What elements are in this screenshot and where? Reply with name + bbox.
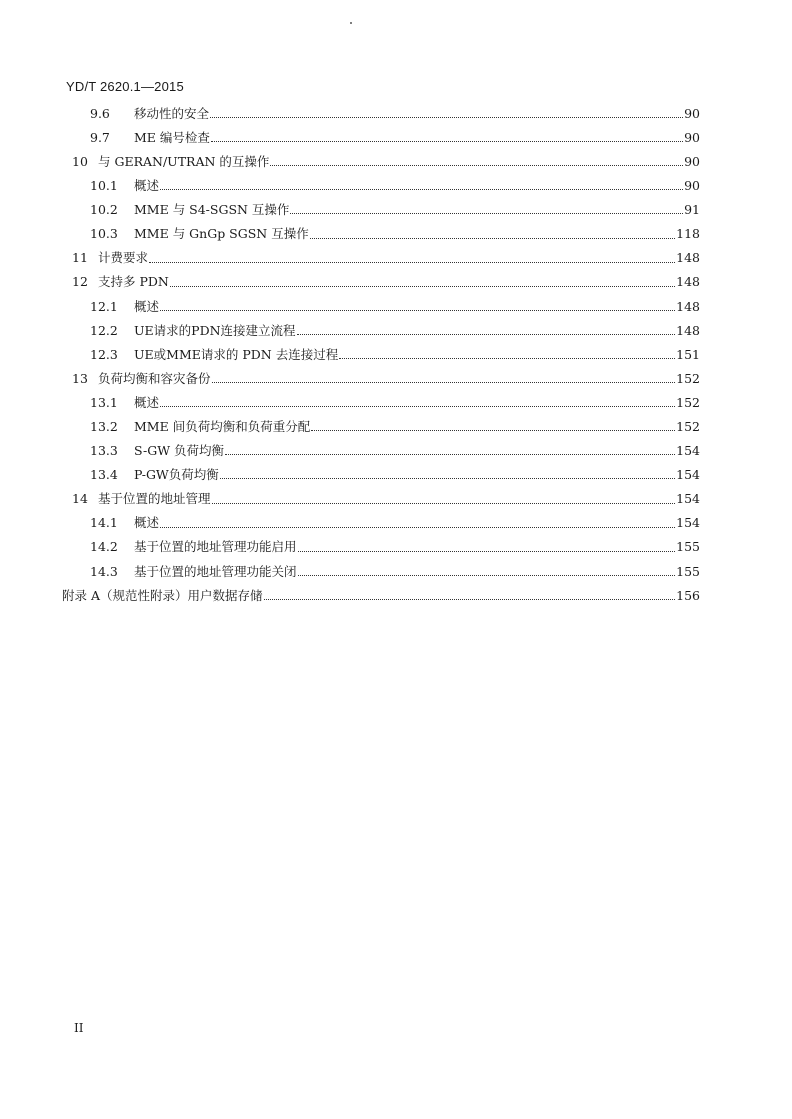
toc-entry-11[interactable] — [72, 247, 700, 271]
dot-leader — [160, 526, 675, 528]
toc-entry-number: 14.3 — [90, 563, 118, 579]
document-code: YD/T 2620.1—2015 — [66, 79, 184, 94]
toc-entry-page: 154 — [676, 515, 700, 531]
dot-leader — [211, 140, 683, 142]
toc-entry-12-3[interactable] — [72, 343, 700, 367]
toc-entry-12-2[interactable] — [72, 319, 700, 343]
toc-entry-page: 90 — [684, 129, 700, 145]
toc-entry-title: ME 编号检查 — [134, 129, 210, 145]
toc-entry-appendix-a[interactable] — [62, 584, 700, 608]
toc-entry-number: 14.2 — [90, 539, 118, 555]
dot-leader — [298, 574, 676, 576]
toc-entry-title: 概述 — [134, 515, 160, 531]
toc-entry-13-1[interactable] — [72, 391, 700, 415]
toc-entry-title: UE或MME请求的 PDN 去连接过程 — [134, 346, 339, 362]
toc-entry-13[interactable] — [72, 367, 700, 391]
toc-entry-page: 154 — [676, 443, 700, 459]
dot-leader — [212, 502, 676, 504]
dot-leader — [297, 333, 676, 335]
toc-entry-title: MME 间负荷均衡和负荷重分配 — [134, 419, 311, 435]
toc-entry-number: 10 — [72, 153, 88, 169]
dot-leader — [160, 188, 683, 190]
dot-leader — [212, 381, 676, 383]
toc-entry-page: 154 — [676, 491, 700, 507]
toc-entry-number: 9.7 — [90, 129, 110, 145]
toc-entry-title: 基于位置的地址管理 — [98, 491, 211, 507]
toc-entry-number: 14.1 — [90, 515, 118, 531]
scan-speck — [350, 22, 352, 24]
toc-entry-title: 计费要求 — [98, 250, 149, 266]
toc-entry-title: 概述 — [134, 178, 160, 194]
toc-entry-title: 负荷均衡和容灾备份 — [98, 370, 211, 386]
toc-entry-10-1[interactable] — [72, 174, 700, 198]
toc-entry-page: 90 — [684, 178, 700, 194]
toc-entry-number: 13.1 — [90, 394, 118, 410]
toc-entry-title: 概述 — [134, 394, 160, 410]
toc-entry-page: 90 — [684, 105, 700, 121]
toc-entry-title: 支持多 PDN — [98, 274, 169, 290]
toc-entry-14-2[interactable] — [72, 536, 700, 560]
toc-entry-number: 10.3 — [90, 226, 118, 242]
toc-entry-number: 13 — [72, 370, 88, 386]
dot-leader — [149, 261, 675, 263]
toc-entry-14-1[interactable] — [72, 512, 700, 536]
dot-leader — [264, 598, 676, 600]
toc-entry-title: MME 与 S4-SGSN 互操作 — [134, 202, 290, 218]
dot-leader — [310, 237, 675, 239]
toc-entry-9-6[interactable] — [72, 102, 700, 126]
toc-entry-number: 12.2 — [90, 322, 118, 338]
toc-entry-page: 154 — [676, 467, 700, 483]
toc-entry-number: 12.3 — [90, 346, 118, 362]
toc-entry-13-4[interactable] — [72, 463, 700, 487]
toc-entry-14-3[interactable] — [72, 560, 700, 584]
toc-entry-page: 152 — [676, 419, 700, 435]
toc-entry-page: 90 — [684, 153, 700, 169]
toc-entry-page: 148 — [676, 250, 700, 266]
toc-entry-title: UE请求的PDN连接建立流程 — [134, 322, 296, 338]
toc-entry-9-7[interactable] — [72, 126, 700, 150]
toc-entry-number: 10.2 — [90, 202, 118, 218]
toc-entry-10-3[interactable] — [72, 222, 700, 246]
dot-leader — [290, 212, 683, 214]
toc-entry-page: 148 — [676, 298, 700, 314]
toc-entry-page: 91 — [684, 202, 700, 218]
toc-entry-title: 附录 A（规范性附录）用户数据存储 — [62, 587, 263, 603]
toc-entry-10-2[interactable] — [72, 198, 700, 222]
toc-entry-page: 152 — [676, 370, 700, 386]
toc-entry-title: P-GW负荷均衡 — [134, 467, 219, 483]
dot-leader — [170, 285, 675, 287]
toc-entry-page: 148 — [676, 274, 700, 290]
toc-entry-title: 基于位置的地址管理功能启用 — [134, 539, 297, 555]
toc-entry-14[interactable] — [72, 488, 700, 512]
toc-entry-number: 9.6 — [90, 105, 110, 121]
toc-entry-page: 155 — [676, 539, 700, 555]
toc-entry-page: 118 — [676, 226, 700, 242]
dot-leader — [298, 550, 676, 552]
toc-entry-10[interactable] — [72, 150, 700, 174]
toc-entry-title: S-GW 负荷均衡 — [134, 443, 225, 459]
toc-entry-13-2[interactable] — [72, 415, 700, 439]
toc-entry-number: 12 — [72, 274, 88, 290]
toc-entry-title: 移动性的安全 — [134, 105, 210, 121]
dot-leader — [160, 309, 675, 311]
toc-entry-number: 13.4 — [90, 467, 118, 483]
page-number: II — [74, 1021, 84, 1035]
dot-leader — [210, 116, 683, 118]
toc-entry-title: MME 与 GnGp SGSN 互操作 — [134, 226, 309, 242]
dot-leader — [225, 453, 675, 455]
toc-entry-title: 与 GERAN/UTRAN 的互操作 — [98, 153, 270, 169]
toc-entry-number: 13.3 — [90, 443, 118, 459]
toc-entry-number: 14 — [72, 491, 88, 507]
toc-entry-page: 156 — [676, 587, 700, 603]
toc-entry-page: 151 — [676, 346, 700, 362]
toc-entry-title: 基于位置的地址管理功能关闭 — [134, 563, 297, 579]
dot-leader — [160, 405, 675, 407]
toc-entry-title: 概述 — [134, 298, 160, 314]
toc-entry-12[interactable] — [72, 271, 700, 295]
dot-leader — [220, 477, 675, 479]
toc-entry-number: 12.1 — [90, 298, 118, 314]
toc-entry-13-3[interactable] — [72, 439, 700, 463]
dot-leader — [339, 357, 675, 359]
table-of-contents — [62, 102, 700, 608]
dot-leader — [270, 164, 683, 166]
dot-leader — [311, 429, 675, 431]
toc-entry-page: 148 — [676, 322, 700, 338]
toc-entry-page: 152 — [676, 394, 700, 410]
toc-entry-number: 11 — [72, 250, 88, 266]
toc-entry-12-1[interactable] — [72, 295, 700, 319]
toc-entry-page: 155 — [676, 563, 700, 579]
toc-entry-number: 13.2 — [90, 419, 118, 435]
toc-entry-number: 10.1 — [90, 178, 118, 194]
